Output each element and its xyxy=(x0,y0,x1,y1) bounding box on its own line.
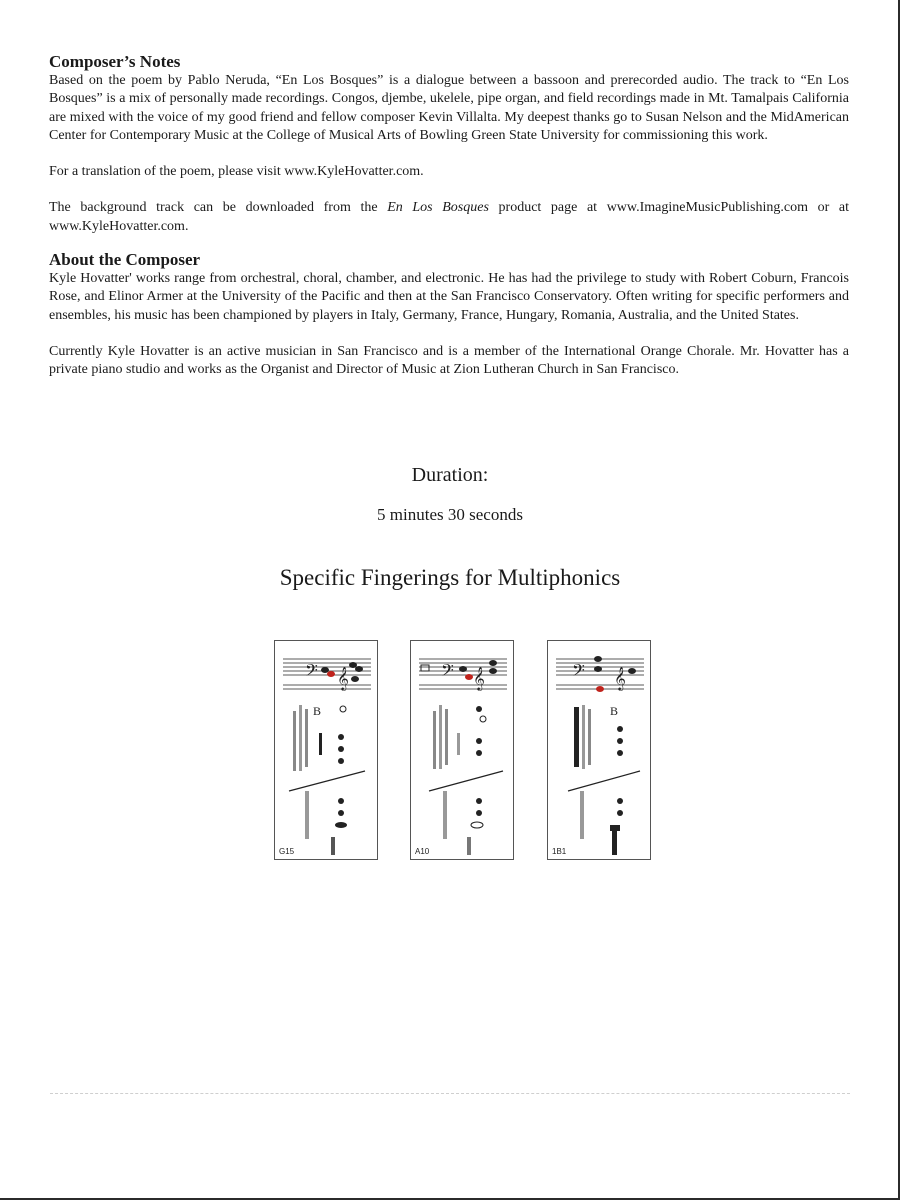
composers-notes-paragraph-1: Based on the poem by Pablo Neruda, “En Los Bosques” is a dialogue between a bassoon and prerecorded audio. The track to “En Los Bosques” is a mix of personally made recordings. Congos, djembe, ukelele, pipe organ, and field recordings made in Mt. Tamalpais California are mixed with the voice of my good friend and fellow composer Kevin Villalta. My deepest thanks go to Susan Nelson and the MidAmerican Center for Contemporary Music at the College of Musical Arts of Bowling Green State University for commissioning this work. xyxy=(49,73,849,143)
p3-after: product page at www.ImagineMusicPublishing.com or at www.KyleHovatter.com. xyxy=(49,200,849,234)
text-content xyxy=(49,52,849,380)
fingering-card-3-label: 1B1 xyxy=(552,847,567,856)
svg-text:B: B xyxy=(610,704,619,718)
p3-before: The background track can be downloaded from the xyxy=(49,200,388,216)
fingerings-title: Specific Fingerings for Multiphonics xyxy=(279,565,621,590)
fingering-card-2 xyxy=(410,640,514,860)
about-heading: About the Composer xyxy=(49,250,201,270)
composers-notes-paragraph-2: For a translation of the poem, please visit www.KyleHovatter.com. xyxy=(49,164,424,180)
fingering-card-1-label: G15 xyxy=(279,847,295,856)
svg-text:𝄞: 𝄞 xyxy=(473,668,485,690)
fingering-card-3 xyxy=(547,640,651,860)
duration-label: Duration: xyxy=(411,464,489,486)
piece-title: En Los Bosques xyxy=(387,200,489,216)
about-paragraph-1: Kyle Hovatter' works range from orchestral, choral, chamber, and electronic. He has had the privilege to study with Robert Coburn, Francois Rose, and Elinor Armer at the University of the Pacific and then at the San Francisco Conservatory. Often writing for specific performers and ensembles, his music has been championed by players in Italy, Germany, France, Hungary, Romania, Australia, and the United States. xyxy=(49,271,849,323)
svg-text:B: B xyxy=(313,704,322,718)
fingering-card-1 xyxy=(274,640,378,860)
svg-text:𝄢: 𝄢 xyxy=(572,662,585,684)
svg-text:𝄢: 𝄢 xyxy=(305,662,318,684)
about-paragraph-2: Currently Kyle Hovatter is an active musician in San Francisco and is a member of the International Orange Chorale. Mr. Hovatter has a private piano studio and works as the Organist and Director of Music at Zion Lutheran Church in San Francisco. xyxy=(49,343,849,378)
svg-text:𝄞: 𝄞 xyxy=(337,668,349,690)
fingering-card-2-label: A10 xyxy=(415,847,430,856)
composers-notes-heading: Composer’s Notes xyxy=(49,52,181,71)
svg-text:𝄢: 𝄢 xyxy=(441,662,454,684)
fingering-charts xyxy=(0,640,900,860)
duration-value: 5 minutes 30 seconds xyxy=(377,505,523,524)
fingering-diagram-2-icon xyxy=(411,641,513,859)
fingering-diagram-3-icon xyxy=(548,641,650,859)
svg-text:𝄞: 𝄞 xyxy=(614,668,626,690)
composers-notes-paragraph-3 xyxy=(49,199,849,236)
footer-divider xyxy=(50,1093,850,1094)
fingering-diagram-1-icon xyxy=(275,641,377,859)
